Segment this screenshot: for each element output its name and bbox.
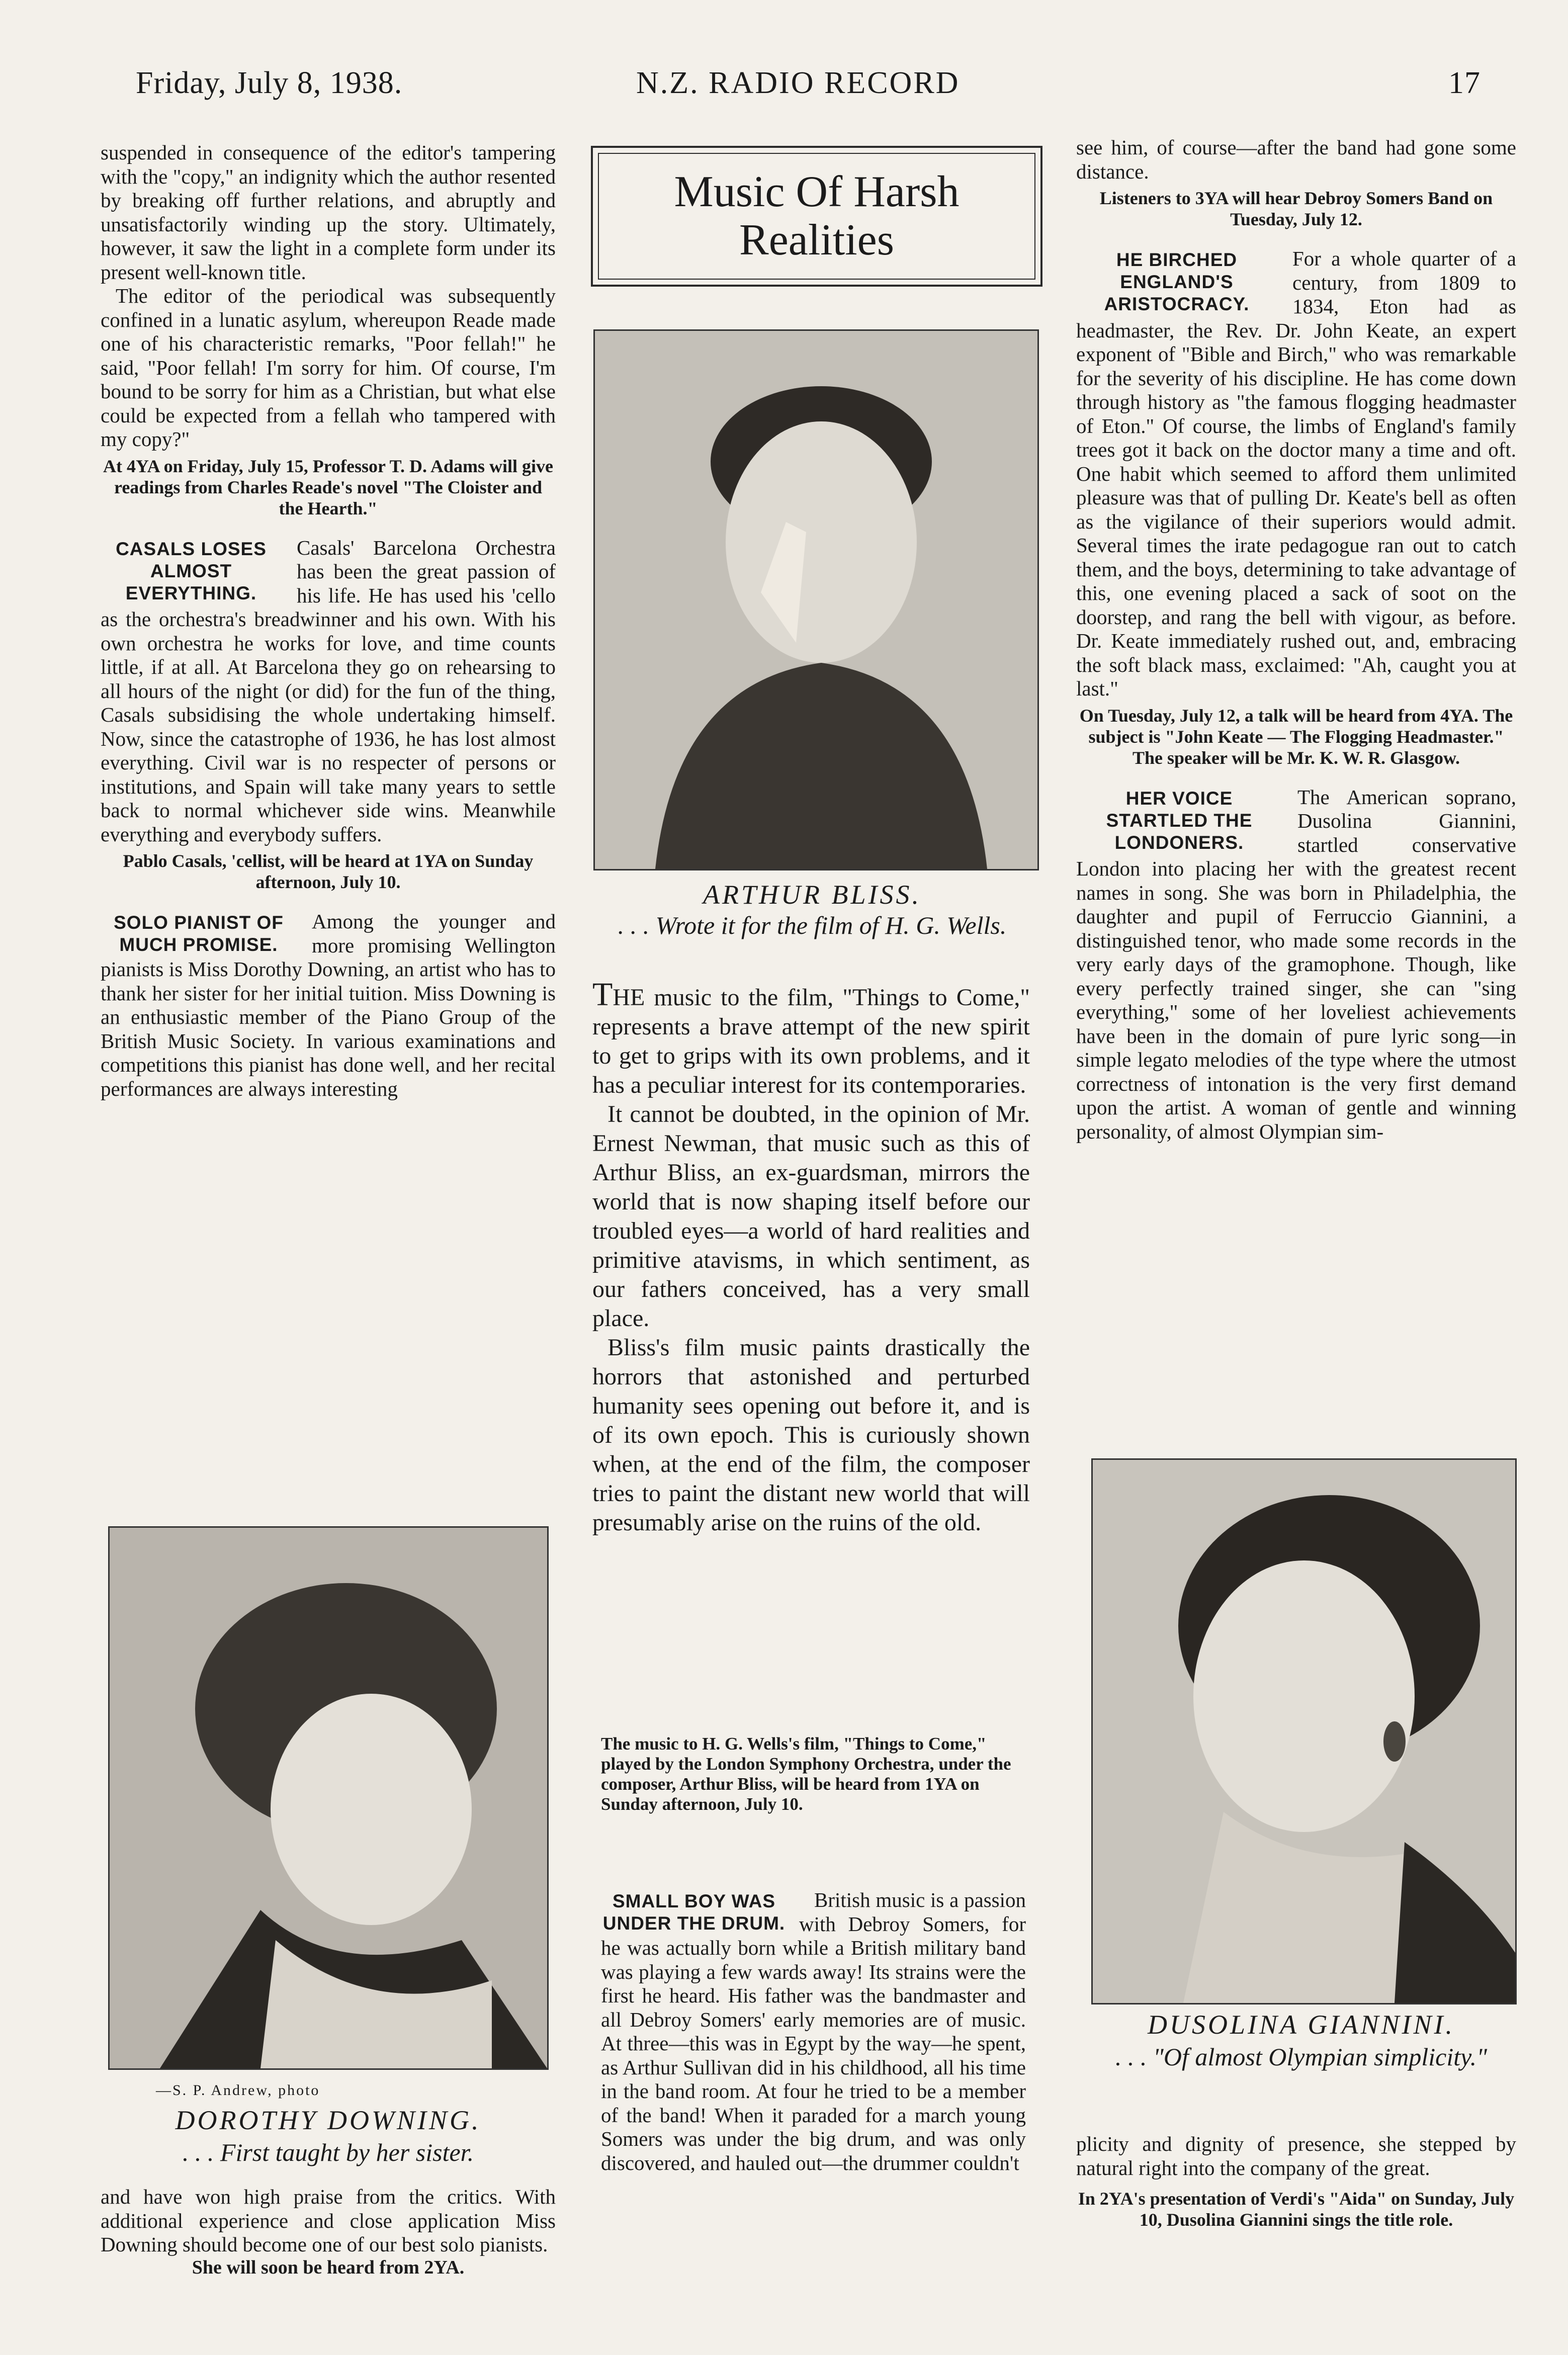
downing-tail-text: and have won high praise from the critics. With additional experience and close application Miss Downing should become one of our best solo pianists. [101, 2185, 556, 2256]
downing-tail [101, 2185, 556, 2295]
giannini-tail [1076, 2132, 1516, 2247]
giannini-caption-name: DUSOLINA GIANNINI. [1147, 2010, 1455, 2040]
bliss-paragraph-1 [592, 976, 1030, 1100]
bliss-paragraph-3: Bliss's film music paints drastically the horrors that astonished and perturbed humanity sees opening out before it, and is of its own epoch. This is curiously shown when, at the end of the film, the composer tries to paint the distant new world that will presumably arise on the ruins of the old. [592, 1334, 1030, 1536]
downing-broadcast-notice: She will soon be heard from 2YA. [192, 2256, 465, 2278]
giannini-broadcast-notice: In 2YA's presentation of Verdi's "Aida" on Sunday, July 10, Dusolina Giannini sings the title role. [1078, 2189, 1515, 2230]
smallboy-body: British music is a passion with Debroy Somers, for he was actually born while a British military band was playing a few wards away! Its strains were the first he heard. His father was the bandmaster and all Debroy Somers' early memories are of music. At three—this was in Egypt by the way—he spent, as Arthur Sullivan did in his childhood, all his time in the band room. At four he tried to be a member of the band! When it paraded for a march young Somers was under the big drum, and was only discovered, and hauled out—the drummer couldn't [601, 1888, 1026, 2174]
giannini-article [1076, 786, 1516, 1144]
bliss-broadcast-notice: The music to H. G. Wells's film, "Things to Come," played by the London Symphony Orchestra, under the composer, Arthur Bliss, will be heard from 1YA on Sunday afternoon, July 10. [601, 1734, 1011, 1814]
giannini-tail-text: plicity and dignity of presence, she stepped by natural right into the company of the great. [1076, 2132, 1516, 2179]
reade-broadcast-notice: At 4YA on Friday, July 15, Professor T. D. Adams will give readings from Charles Reade's novel "The Cloister and the Hearth." [103, 456, 554, 518]
portrait-man [595, 331, 1037, 869]
masthead: N.Z. RADIO RECORD [636, 66, 960, 100]
downing-caption-sub: . . . First taught by her sister. [182, 2138, 474, 2166]
issue-date: Friday, July 8, 1938. [136, 66, 403, 100]
drop-cap: T [592, 976, 613, 1013]
casals-heading: CASALS LOSES ALMOST EVERYTHING. [116, 538, 267, 603]
dusolina-giannini-photo [1091, 1458, 1517, 2004]
casals-article [101, 536, 556, 893]
pianist-heading: SOLO PIANIST OF MUCH PROMISE. [114, 912, 284, 955]
reade-paragraph-1: suspended in consequence of the editor's tampering with the "copy," an indignity which the author resented by breaking off further relations, and abruptly and unsatisfactorily winding up the story. Ultimately, however, it saw the light in a complete form under its present well-known title. [101, 141, 556, 284]
photo-credit: —S. P. Andrew, photo [156, 2082, 320, 2099]
keate-article [1076, 247, 1516, 768]
casals-body: Casals' Barcelona Orchestra has been the great passion of his life. He has used his 'cello as the orchestra's breadwinner and his own. With his own orchestra he works for love, and time counts little, if at all. At Barcelona they go on rehearsing to all hours of the night (or did) for the fun of the thing, Casals subsidising the whole undertaking himself. Now, since the catastrophe of 1936, he has lost almost everything. Civil war is no respecter of persons or institutions, and Spain will take many years to settle back to normal whichever side wins. Meanwhile everything and everybody suffers. [101, 536, 556, 846]
somers-broadcast-notice: Listeners to 3YA will hear Debroy Somers Band on Tuesday, July 12. [1099, 188, 1493, 229]
bliss-paragraph-1-text: HE music to the film, "Things to Come," represents a brave attempt of the new spirit to get to grips with its own problems, and it has a peculiar interest for its contemporaries. [592, 984, 1030, 1098]
pianist-body: Among the younger and more promising Wellington pianists is Miss Dorothy Downing, an artist who has to thank her sister for her initial tuition. Miss Downing is an enthusiastic member of the Piano Group of the British Music Society. In various examinations and competitions this pianist has done well, and her recital performances are always interesting [101, 910, 556, 1100]
dorothy-downing-photo [108, 1526, 549, 2070]
column-right [1076, 136, 1516, 1144]
portrait-woman-profile [110, 1528, 547, 2068]
bliss-paragraph-2: It cannot be doubted, in the opinion of Mr. Ernest Newman, that music such as this of Arthur Bliss, an ex-guardsman, mirrors the world that is now shaping itself before our troubled eyes—a world of hard realities and primitive atavisms, in which sentiment, as our fathers conceived, has a very small place. [592, 1101, 1030, 1332]
giannini-heading: HER VOICE STARTLED THE LONDONERS. [1106, 788, 1253, 853]
arthur-bliss-photo [593, 329, 1039, 870]
giannini-body: The American soprano, Dusolina Giannini, startled conservative London into placing her with the greatest recent names in song. She was born in Philadelphia, the daughter and pupil of Ferruccio Giannini, a distinguished tenor, who made some records in the very early days of the gramophone. Though, like every perfectly trained singer, she can "sing everything," some of her loveliest achievements have been in the domain of pure lyric song—in simple legato melodies of the type where the utmost correctness of intonation is the very first demand upon the artist. A woman of gentle and winning personality, of almost Olympian sim- [1076, 785, 1516, 1143]
bliss-caption-sub: . . . Wrote it for the film of H. G. Wells. [618, 911, 1007, 939]
casals-broadcast-notice: Pablo Casals, 'cellist, will be heard at 1YA on Sunday afternoon, July 10. [123, 851, 534, 892]
smallboy-article [601, 1888, 1026, 2175]
column-left [101, 141, 556, 1101]
somers-continued: see him, of course—after the band had gone some distance. [1076, 136, 1516, 183]
keate-broadcast-notice: On Tuesday, July 12, a talk will be heard from 4YA. The subject is "John Keate — The Flogging Headmaster." The speaker will be Mr. K. W. R. Glasgow. [1079, 705, 1513, 768]
headline-box [591, 146, 1042, 287]
keate-heading: HE BIRCHED ENGLAND'S ARISTOCRACY. [1104, 249, 1250, 314]
giannini-caption-sub: . . . "Of almost Olympian simplicity." [1115, 2043, 1488, 2071]
keate-body: For a whole quarter of a century, from 1809 to 1834, Eton had as headmaster, the Rev. Dr. John Keate, an expert exponent of "Bible and Birch," who was remarkable for the severity of his discipline. He has come down through history as "the famous flogging headmaster of Eton." Of course, the limbs of England's family trees got it back on the doctor many a time and oft. One habit which seemed to afford them unlimited pleasure was that of pulling Dr. Keate's bell as often as the vigilance of their superiors would admit. Several times the irate pedagogue ran out to catch them, and the boys, determining to take advantage of this, one evening placed a sack of soot on the doorstep, and rang the bell with vigour, as before. Dr. Keate immediately rushed out, and, embracing the soft black mass, exclaimed: "Ah, caught you at last." [1076, 247, 1516, 700]
reade-paragraph-2: The editor of the periodical was subsequently confined in a lunatic asylum, whereupon Reade made one of his characteristic remarks, "Poor fellah!" he said, "Poor fellah! I'm sorry for him. Of course, I'm bound to be sorry for him as a Christian, but what else could be expected from a fellah who tampered with my copy?" [101, 284, 556, 451]
pianist-article [101, 910, 556, 1101]
portrait-woman-profile-earring [1093, 1460, 1515, 2003]
bliss-caption-name: ARTHUR BLISS. [703, 880, 921, 910]
bliss-notice-wrap [601, 1730, 1023, 1831]
smallboy-heading: SMALL BOY WAS UNDER THE DRUM. [602, 1891, 786, 1934]
headline: Music Of Harsh Realities [598, 153, 1035, 280]
page-number: 17 [1448, 66, 1480, 100]
downing-caption-name: DOROTHY DOWNING. [175, 2105, 481, 2135]
bliss-article [592, 976, 1030, 1537]
